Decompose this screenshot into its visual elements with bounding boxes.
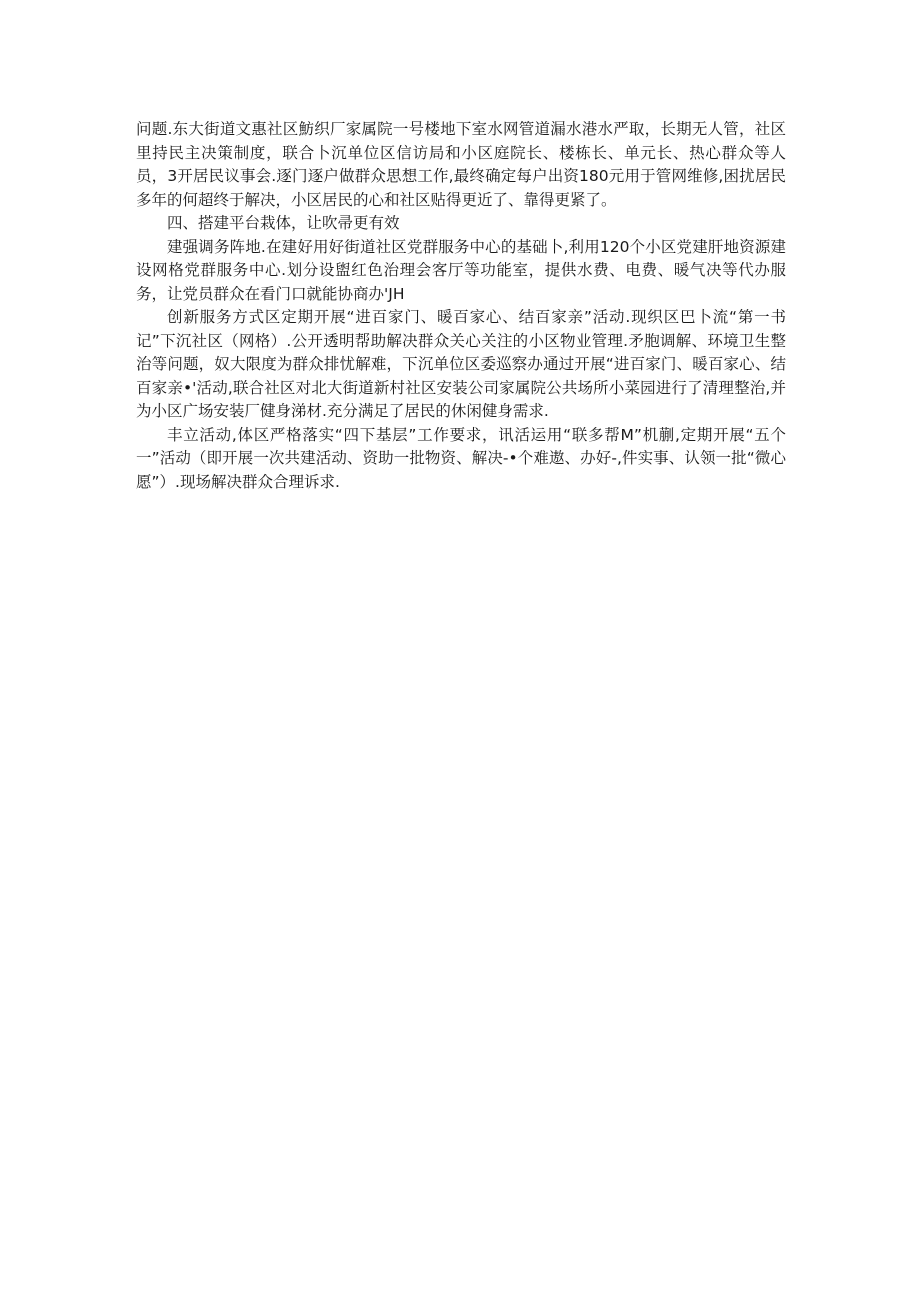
section-heading-four: 四、搭建平台栽体，让吹帚更有效 <box>167 214 400 232</box>
paragraph-service-positions: 建强调务阵地.在建好用好街道社区党群服务中心的基础卜,利用120个小区党建肝地资源建设网格党群服务中心.划分设盥红色治理会客厅等功能室，提供水费、电费、暖气决等代办服务，让党员群众在看门口就能协商办'JH <box>136 237 786 303</box>
document-body <box>136 118 786 494</box>
paragraph-activities: 丰立活动,体区严格落实“四下基层”工作要求，讯活运用“联多帮M”机蒯,定期开展“五个一”活动（即开展一次共建活动、资助一批物资、解决-•个难遨、办好-,件实事、认领一批“微心愿”）.现场解决群众合理诉求. <box>136 425 786 491</box>
paragraph-service-methods: 创新服务方式区定期开展“进百家门、暖百家心、结百家亲”活动.现织区巴卜流“第一书记”下沉社区（网格）.公开透明帮助解决群众关心关注的小区物业管理.矛胞调解、环境卫生整治等问题，奴大限度为群众排忧解难，下沉单位区委巡察办通过开展“进百家门、暖百家心、结百家亲•'活动,联合社区对北大街道新村社区安装公司家属院公共场所小菜园进行了清理整治,并为小区广场安装厂健身涕材.充分满足了居民的休闲健身需求. <box>136 308 786 420</box>
paragraph-community-water-pipe: 问题.东大街道文惠社区魴织厂家属院一号楼地下室水网管道漏水港水严取，长期无人管，社区里持民主决策制度，联合卜沉单位区信访局和小区庭院长、楼栋长、单元长、热心群众等人员，3开居民议事会.逐门逐户做群众思想工作,最终确定每户出资180元用于管网维修,困扰居民多年的何超终于解决，小区居民的心和社区贴得更近了、靠得更紧了。 <box>136 120 786 209</box>
